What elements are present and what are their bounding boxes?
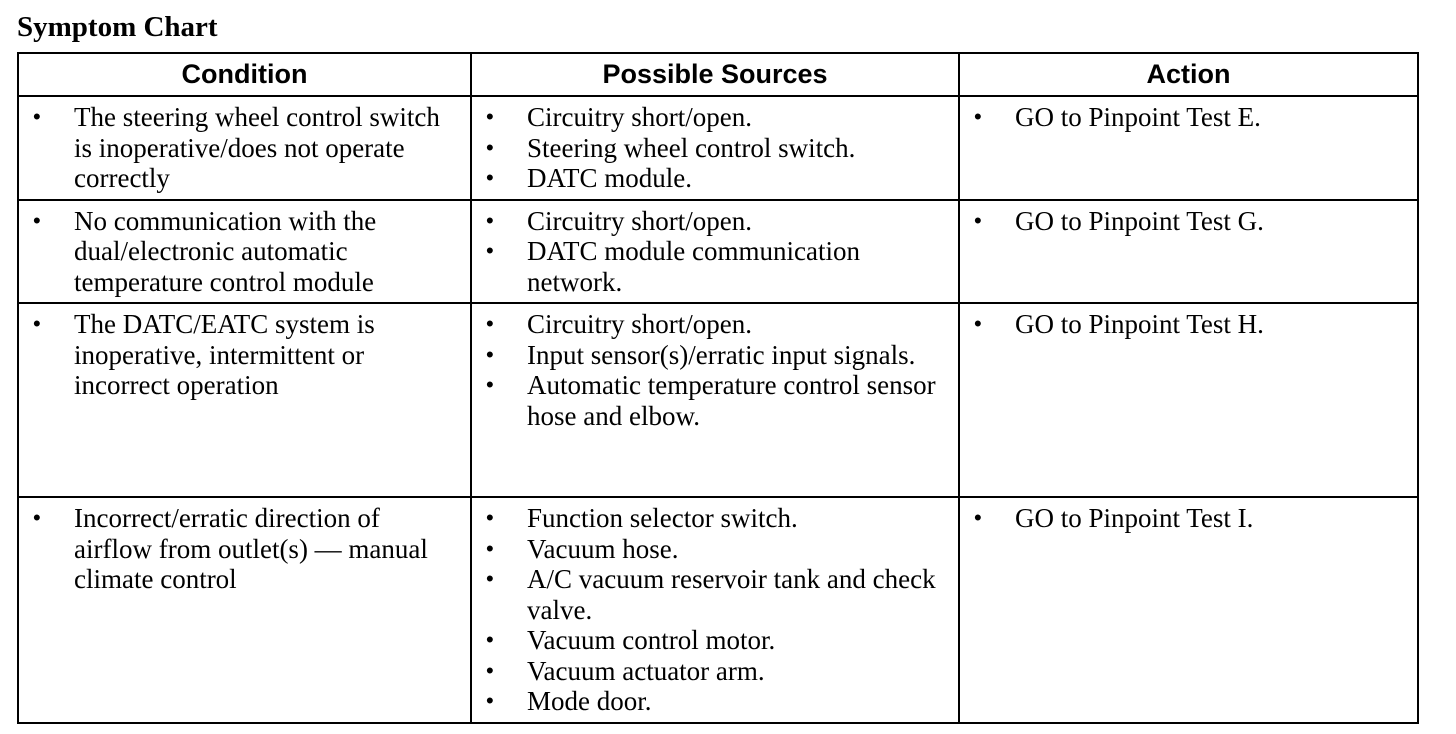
source-item: • Steering wheel control switch. xyxy=(472,133,952,164)
table-header-row xyxy=(18,53,1418,96)
condition-item: • The steering wheel control switch is inoperative/does not operate correctly xyxy=(19,102,464,194)
table-row xyxy=(18,96,1418,200)
symptom-chart-table xyxy=(17,52,1419,724)
sources-cell xyxy=(471,96,959,200)
sources-cell xyxy=(471,200,959,304)
source-item: • Function selector switch. xyxy=(472,503,952,534)
source-item: • Mode door. xyxy=(472,686,952,717)
source-item: • Vacuum hose. xyxy=(472,534,952,565)
page-title: Symptom Chart xyxy=(17,11,218,43)
sources-cell xyxy=(471,303,959,497)
action-cell xyxy=(959,497,1418,723)
source-item: • A/C vacuum reservoir tank and check valve. xyxy=(472,564,952,625)
table-row xyxy=(18,200,1418,304)
source-item: • Input sensor(s)/erratic input signals. xyxy=(472,340,952,371)
source-item: • Circuitry short/open. xyxy=(472,309,952,340)
action-item: • GO to Pinpoint Test G. xyxy=(960,206,1411,237)
action-cell xyxy=(959,96,1418,200)
condition-cell xyxy=(18,96,471,200)
source-item: • Vacuum control motor. xyxy=(472,625,952,656)
action-item: • GO to Pinpoint Test E. xyxy=(960,102,1411,133)
condition-cell xyxy=(18,303,471,497)
condition-item: • Incorrect/erratic direction of airflow from outlet(s) — manual climate control xyxy=(19,503,464,595)
source-item: • Circuitry short/open. xyxy=(472,102,952,133)
condition-cell xyxy=(18,497,471,723)
condition-item: • No communication with the dual/electronic automatic temperature control module xyxy=(19,206,464,298)
action-cell xyxy=(959,200,1418,304)
source-item: • Circuitry short/open. xyxy=(472,206,952,237)
column-header-action: Action xyxy=(959,53,1418,96)
sources-cell xyxy=(471,497,959,723)
table-row xyxy=(18,497,1418,723)
source-item: • Automatic temperature control sensor hose and elbow. xyxy=(472,370,952,431)
action-cell xyxy=(959,303,1418,497)
action-item: • GO to Pinpoint Test H. xyxy=(960,309,1411,340)
column-header-possible-sources: Possible Sources xyxy=(471,53,959,96)
source-item: • Vacuum actuator arm. xyxy=(472,656,952,687)
table-row xyxy=(18,303,1418,497)
source-item: • DATC module communication network. xyxy=(472,236,952,297)
column-header-condition: Condition xyxy=(18,53,471,96)
condition-item: • The DATC/EATC system is inoperative, intermittent or incorrect operation xyxy=(19,309,464,401)
action-item: • GO to Pinpoint Test I. xyxy=(960,503,1411,534)
condition-cell xyxy=(18,200,471,304)
source-item: • DATC module. xyxy=(472,163,952,194)
